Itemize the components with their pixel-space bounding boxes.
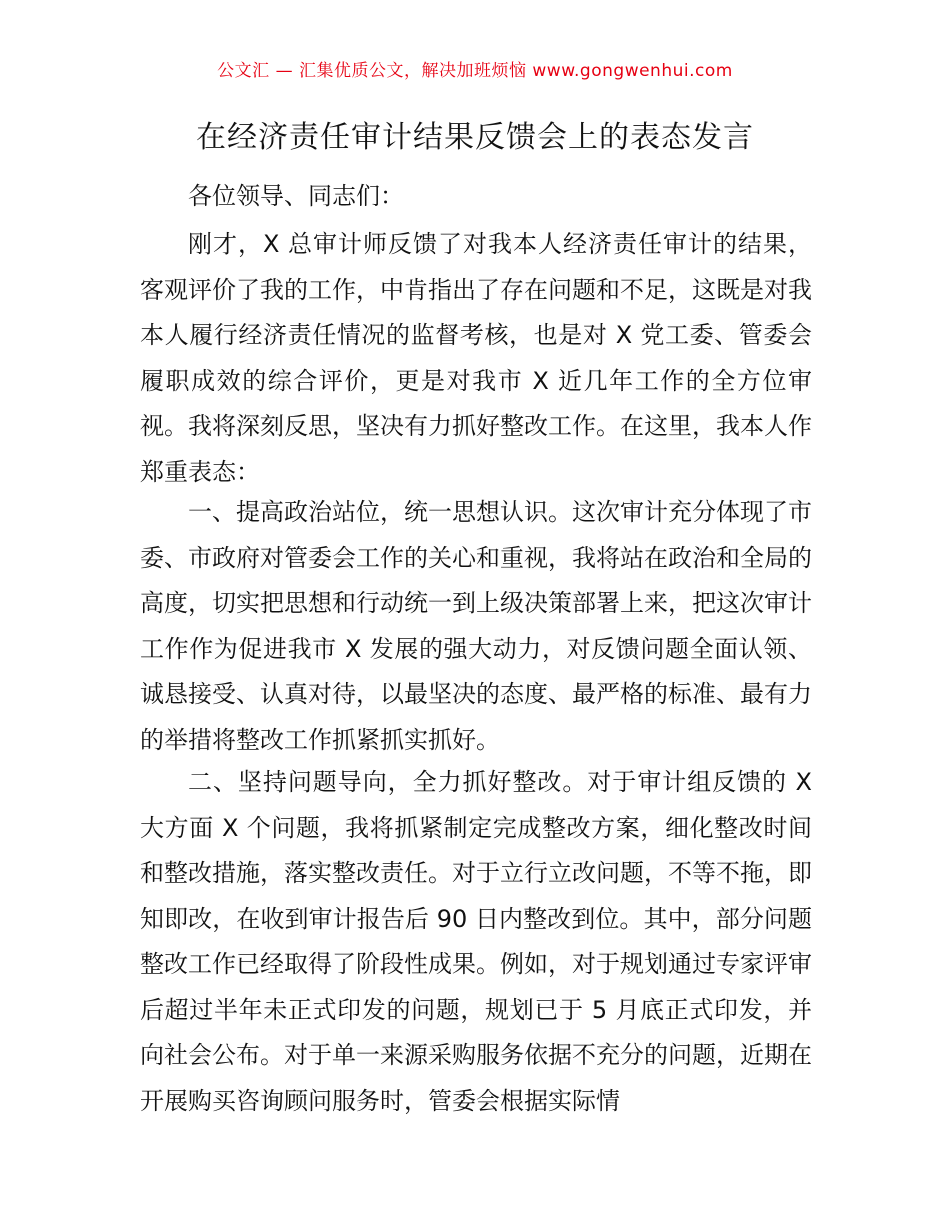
salutation: 各位领导、同志们： <box>188 182 404 210</box>
document-title: 在经济责任审计结果反馈会上的表态发言 <box>196 120 754 155</box>
site-watermark-header: 公文汇 — 汇集优质公文，解决加班烦恼 www.gongwenhui.com <box>217 61 733 81</box>
paragraph-opening: 刚才，X 总审计师反馈了对我本人经济责任审计的结果，客观评价了我的工作，中肯指出了存在问题和不足，这既是对我本人履行经济责任情况的监督考核，也是对 X 党工委、管委会履职成效的综合评价，更是对我市 X 近几年工作的全方位审视。我将深刻反思，坚决有力抓好整改工作。在这里，我本人作郑重表态： <box>140 230 812 486</box>
paragraph-point-one: 一、提高政治站位，统一思想认识。这次审计充分体现了市委、市政府对管委会工作的关心和重视，我将站在政治和全局的高度，切实把思想和行动统一到上级决策部署上来，把这次审计工作作为促进我市 X 发展的强大动力，对反馈问题全面认领、诚恳接受、认真对待，以最坚决的态度、最严格的标准、最有力的举措将整改工作抓紧抓实抓好。 <box>140 498 812 754</box>
paragraph-point-two: 二、坚持问题导向，全力抓好整改。对于审计组反馈的 X 大方面 X 个问题，我将抓紧制定完成整改方案，细化整改时间和整改措施，落实整改责任。对于立行立改问题，不等不拖，即知即改，在收到审计报告后 90 日内整改到位。其中，部分问题整改工作已经取得了阶段性成果。例如，对于规划通过专家评审后超过半年未正式印发的问题，规划已于 5 月底正式印发，并向社会公布。对于单一来源采购服务依据不充分的问题，近期在开展购买咨询顾问服务时，管委会根据实际情 <box>140 768 812 1115</box>
